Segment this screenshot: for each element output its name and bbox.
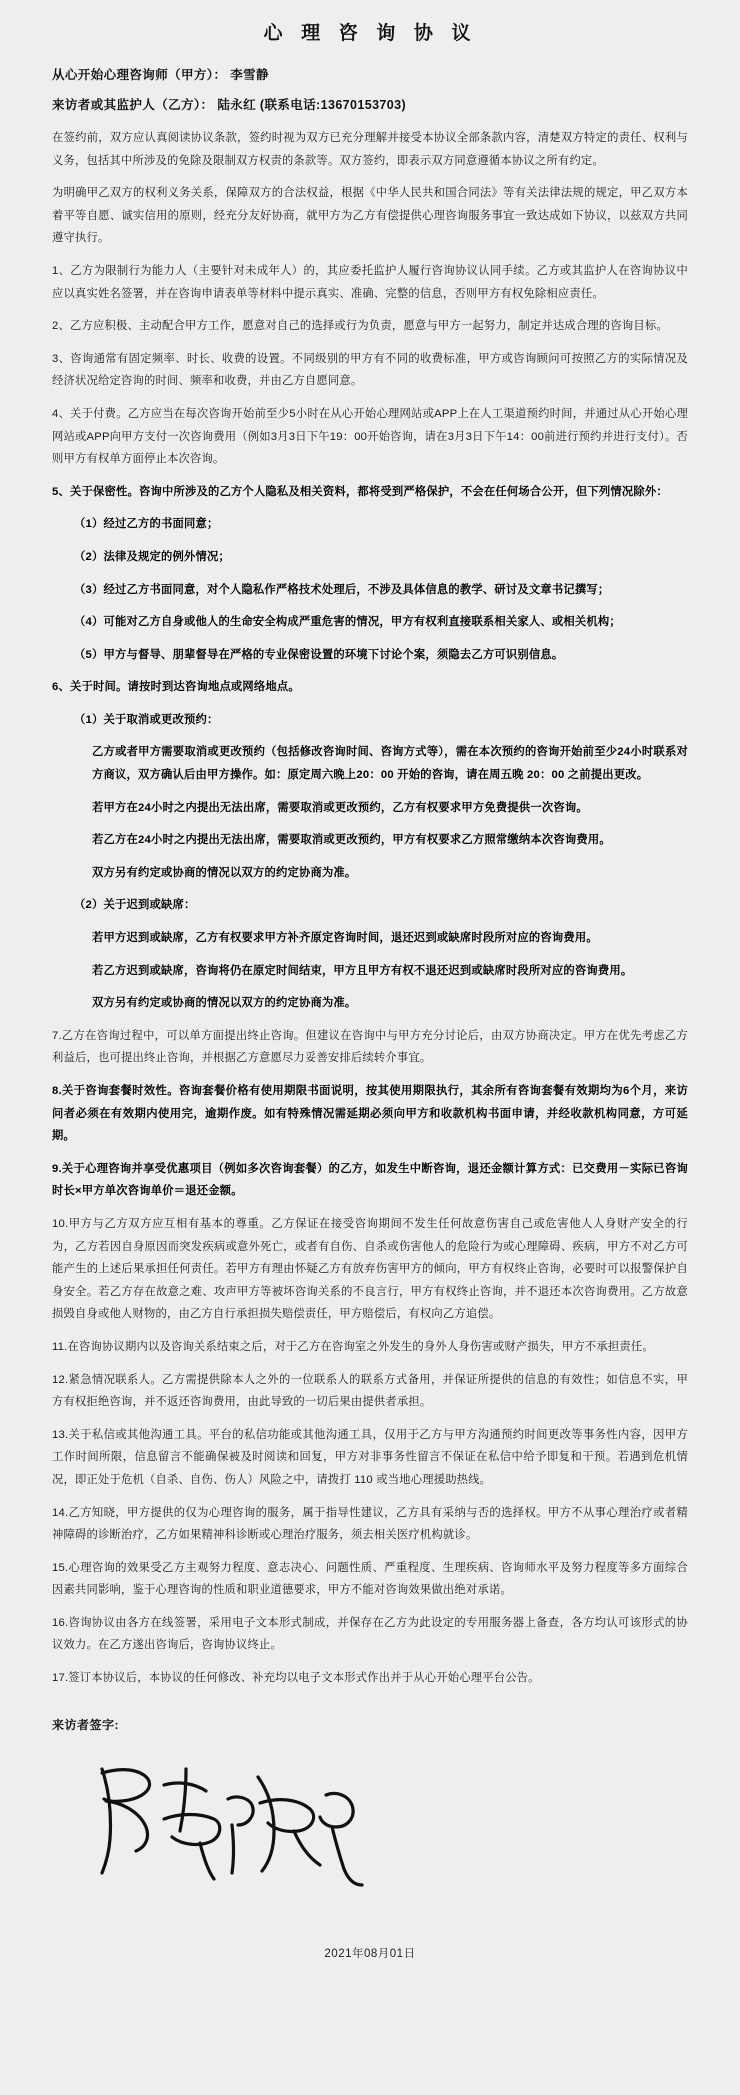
clause-paragraph: 15.心理咨询的效果受乙方主观努力程度、意志决心、问题性质、严重程度、生理疾病、咨询师水平及努力程度等多方面综合因素共同影响，鉴于心理咨询的性质和职业道德要求，甲方不能对咨询效果做出绝对承诺。 — [52, 1561, 688, 1597]
clause-paragraph: 为明确甲乙双方的权利义务关系，保障双方的合法权益，根据《中华人民共和国合同法》等有关法律法规的规定，甲乙双方本着平等自愿、诚实信用的原则，经充分友好协商，就甲方为乙方有偿提供心理咨询服务事宜一致达成如下协议，以兹双方共同遵守执行。 — [52, 187, 688, 245]
clause-paragraph: 3、咨询通常有固定频率、时长、收费的设置。不同级别的甲方有不同的收费标准，甲方或咨询顾问可按照乙方的实际情况及经济状况给定咨询的时间、频率和收费，并由乙方自愿同意。 — [52, 352, 688, 388]
clause-subitem: （1）关于取消或更改预约： — [74, 713, 219, 726]
clause-subitem: 若甲方在24小时之内提出无法出席，需要取消或更改预约，乙方有权要求甲方免费提供一次咨询。 — [92, 801, 588, 814]
signature-date: 2021年08月01日 — [324, 1947, 416, 1960]
clause-paragraph: 12.紧急情况联系人。乙方需提供除本人之外的一位联系人的联系方式备用，并保证所提供的信息的有效性；如信息不实，甲方有权拒绝咨询，并不返还咨询费用，由此导致的一切后果由提供者承担。 — [52, 1373, 688, 1409]
clause-subitem: 若乙方迟到或缺席，咨询将仍在原定时间结束，甲方且甲方有权不退还迟到或缺席时段所对应的咨询费用。 — [92, 964, 633, 977]
clause-paragraph: 10.甲方与乙方双方应互相有基本的尊重。乙方保证在接受咨询期间不发生任何故意伤害自己或危害他人人身财产安全的行为，乙方若因自身原因而突发疾病或意外死亡，或者有自伤、自杀或伤害他人的危险行为或心理障碍、疾病，甲方不对乙方可能产生的上述后果承担任何责任。若甲方有理由怀疑乙方有放弃伤害甲方的倾向，甲方有权终止咨询，必要时可以报警保护自身安全。若乙方存在故意之难、攻声甲方等被坏咨询关系的不良言行，甲方有权终止咨询，并不退还本次咨询费用。乙方故意损毁自身或他人财物的，由乙方自行承担损失赔偿责任，甲方赔偿后，有权向乙方追偿。 — [52, 1217, 688, 1321]
clause-subitem: 若乙方在24小时之内提出无法出席，需要取消或更改预约，甲方有权要求乙方照常缴纳本次咨询费用。 — [92, 834, 611, 847]
clause-paragraph: 1、乙方为限制行为能力人（主要针对未成年人）的，其应委托监护人履行咨询协议认同手续。乙方或其监护人在咨询协议中应以真实姓名签署，并在咨询申请表单等材料中提示真实、准确、完整的信息，否则甲方有权免除相应责任。 — [52, 264, 688, 300]
clause-subitem: 若甲方迟到或缺席，乙方有权要求甲方补齐原定咨询时间，退还迟到或缺席时段所对应的咨询费用。 — [92, 932, 598, 945]
signature-label: 来访者签字: — [52, 1717, 119, 1732]
clause-subitem: 双方另有约定或协商的情况以双方的约定协商为准。 — [92, 866, 357, 879]
clause-subitem: （5）甲方与督导、朋辈督导在严格的专业保密设置的环境下讨论个案，须隐去乙方可识别信息。 — [74, 648, 564, 661]
clause-subitem: （4）可能对乙方自身或他人的生命安全构成严重危害的情况，甲方有权利直接联系相关家人、或相关机构； — [74, 616, 621, 629]
party-a-line: 从心开始心理咨询师（甲方）： 李雪静 — [52, 68, 269, 82]
document-body — [0, 65, 740, 1961]
signature-image — [82, 1747, 382, 1897]
clause-paragraph: 在签约前，双方应认真阅读协议条款，签约时视为双方已充分理解并接受本协议全部条款内容，清楚双方特定的责任、权利与义务，包括其中所涉及的免除及限制双方权责的条款等。双方签约，即表示双方同意遵循本协议之所有约定。 — [52, 132, 688, 167]
clause-paragraph: 6、关于时间。请按时到达咨询地点或网络地点。 — [52, 681, 300, 694]
clause-paragraph: 8.关于咨询套餐时效性。咨询套餐价格有使用期限书面说明，按其使用期限执行，其余所有咨询套餐有效期均为6个月，来访问者必须在有效期内使用完，逾期作废。如有特殊情况需延期必须向甲方和收款机构书面申请，并经收款机构同意，方可延期。 — [52, 1085, 688, 1143]
clause-paragraph: 13.关于私信或其他沟通工具。平台的私信功能或其他沟通工具，仅用于乙方与甲方沟通预约时间更改等事务性内容，因甲方工作时间所限，信息留言不能确保被及时阅读和回复，甲方对非事务性留言不保证在私信中给予即复和干预。若遇到危机情况，即正处于危机（自杀、自伤、伤人）风险之中，请拨打 110 或当地心理援助热线。 — [52, 1428, 688, 1486]
clause-paragraph: 11.在咨询协议期内以及咨询关系结束之后，对于乙方在咨询室之外发生的身外人身伤害或财产损失，甲方不承担责任。 — [52, 1340, 654, 1353]
clause-subitem: （2）关于迟到或缺席： — [74, 899, 196, 912]
clause-paragraph: 9.关于心理咨询并享受优惠项目（例如多次咨询套餐）的乙方，如发生中断咨询，退还金额计算方式：已交费用－实际已咨询时长×甲方单次咨询单价＝退还金额。 — [52, 1162, 688, 1198]
clause-subitem: （2）法律及规定的例外情况； — [74, 550, 230, 563]
clause-paragraph: 7.乙方在咨询过程中，可以单方面提出终止咨询。但建议在咨询中与甲方充分讨论后，由双方协商决定。甲方在优先考虑乙方利益后，也可提出终止咨询，并根据乙方意愿尽力妥善安排后续转介事宜。 — [52, 1029, 688, 1065]
clause-subitem: 乙方或者甲方需要取消或更改预约（包括修改咨询时间、咨询方式等），需在本次预约的咨询开始前至少24小时联系对方商议，双方确认后由甲方操作。如：原定周六晚上20：00 开始的咨询，请在周五晚 20：00 之前提出更改。 — [92, 746, 688, 782]
signature-area — [52, 1737, 688, 1927]
clause-subitem: 双方另有约定或协商的情况以双方的约定协商为准。 — [92, 997, 357, 1010]
clause-paragraph: 16.咨询协议由各方在线签署，采用电子文本形式制成，并保存在乙方为此设定的专用服务器上备查，各方均认可该形式的协议效力。在乙方遂出咨询后，咨询协议终止。 — [52, 1616, 688, 1652]
clause-paragraph: 14.乙方知晓，甲方提供的仅为心理咨询的服务，属于指导性建议，乙方具有采纳与否的选择权。甲方不从事心理治疗或者精神障碍的诊断治疗，乙方如果精神科诊断或心理治疗服务，须去相关医疗机构就诊。 — [52, 1506, 688, 1542]
clause-paragraph: 2、乙方应积极、主动配合甲方工作，愿意对自己的选择或行为负责，愿意与甲方一起努力，制定并达成合理的咨询目标。 — [52, 320, 668, 333]
clause-paragraph: 4、关于付费。乙方应当在每次咨询开始前至少5小时在从心开始心理网站或APP上在人工渠道预约时间，并通过从心开始心理网站或APP向甲方支付一次咨询费用（例如3月3日下午19：00开始咨询，请在3月3日下午14：00前进行预约并进行支付）。否则甲方有权单方面停止本次咨询。 — [52, 407, 688, 466]
clause-paragraph: 17.签订本协议后，本协议的任何修改、补充均以电子文本形式作出并于从心开始心理平台公告。 — [52, 1672, 540, 1685]
clause-paragraph: 5、关于保密性。咨询中所涉及的乙方个人隐私及相关资料，都将受到严格保护，不会在任何场合公开，但下列情况除外： — [52, 485, 668, 498]
party-b-line: 来访者或其监护人（乙方）： 陆永红 (联系电话:13670153703) — [52, 98, 407, 112]
page-title: 心 理 咨 询 协 议 — [263, 22, 477, 44]
clause-subitem: （1）经过乙方的书面同意； — [74, 518, 219, 531]
clause-subitem: （3）经过乙方书面同意，对个人隐私作严格技术处理后，不涉及具体信息的教学、研讨及文章书记撰写； — [74, 583, 610, 596]
